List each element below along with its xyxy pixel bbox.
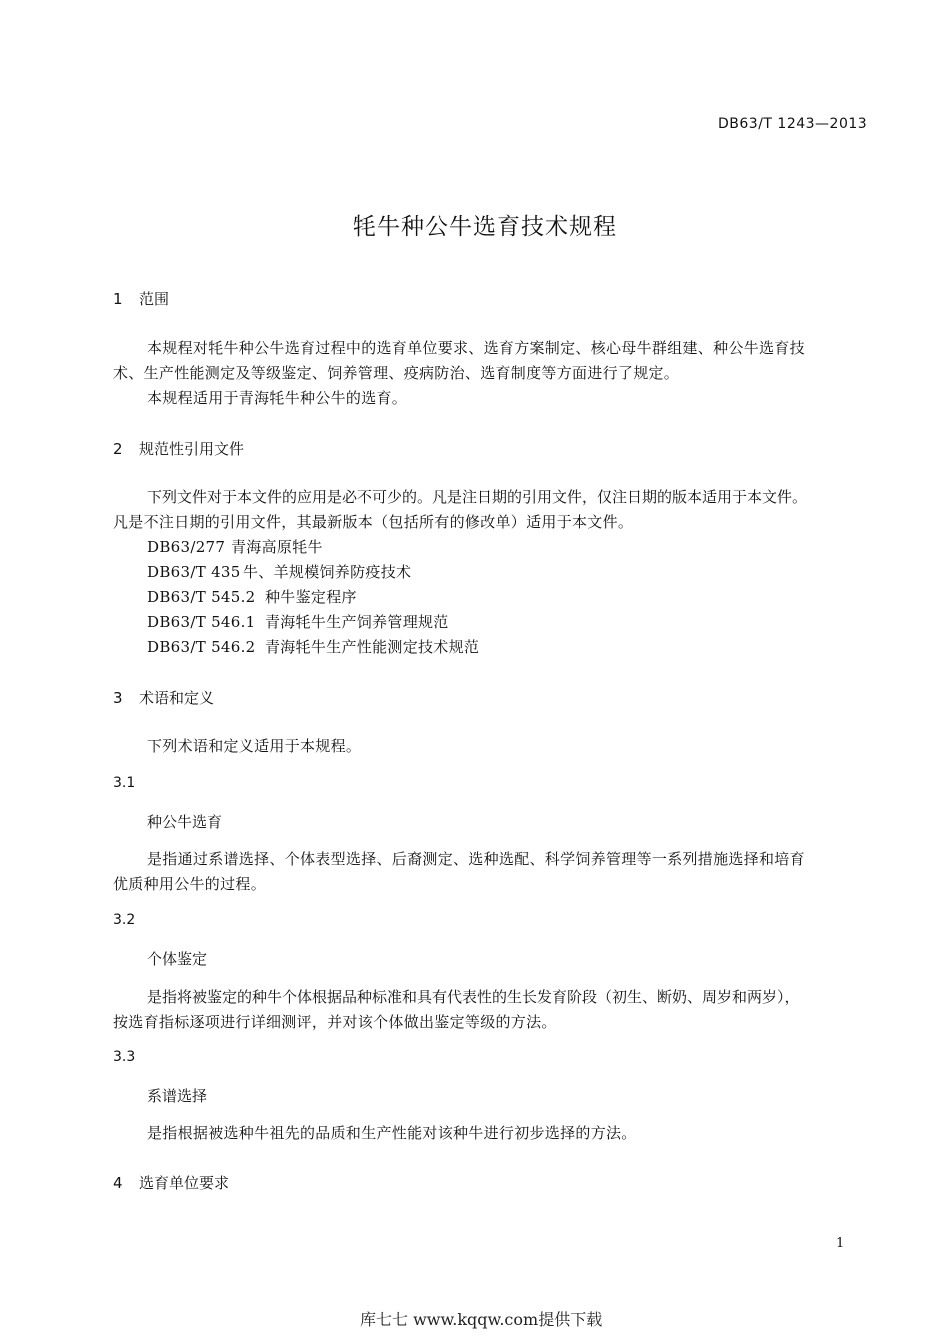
section-1-paragraph-line: 术、生产性能测定及等级鉴定、饲养管理、疫病防治、选育制度等方面进行了规定。: [113, 364, 680, 382]
download-footer: 库七七 www.kqqw.com提供下载: [360, 1310, 603, 1329]
term-number: 3.1: [113, 775, 136, 791]
reference-name: 种牛鉴定程序: [265, 588, 357, 606]
reference-code: DB63/T 546.1: [147, 613, 256, 631]
reference-item: [147, 610, 449, 635]
section-2-heading: [113, 438, 244, 459]
term-title: 种公牛选育: [147, 813, 223, 831]
reference-name: 青海高原牦牛: [231, 538, 323, 556]
term-definition-line: 是指通过系谱选择、个体表型选择、后裔测定、选种选配、科学饲养管理等一系列措施选择和培育: [147, 850, 805, 868]
section-number: 3: [113, 689, 123, 707]
reference-item: [147, 585, 357, 610]
section-title: 规范性引用文件: [139, 440, 245, 458]
reference-code: DB63/T 435: [147, 563, 241, 581]
section-4-heading: [113, 1172, 229, 1193]
section-1-paragraph: 本规程适用于青海牦牛种公牛的选育。: [147, 389, 408, 407]
page-number: 1: [836, 1236, 845, 1251]
reference-item: [147, 560, 411, 585]
term-title: 系谱选择: [147, 1087, 208, 1105]
reference-name: 青海牦牛生产饲养管理规范: [265, 613, 449, 631]
section-title: 术语和定义: [139, 689, 215, 707]
term-definition-line: 是指根据被选种牛祖先的品质和生产性能对该种牛进行初步选择的方法。: [147, 1124, 637, 1142]
term-title: 个体鉴定: [147, 950, 208, 968]
term-definition-line: 是指将被鉴定的种牛个体根据品种标准和具有代表性的生长发育阶段（初生、断奶、周岁和两岁），: [147, 988, 800, 1006]
reference-name: 青海牦牛生产性能测定技术规范: [265, 638, 480, 656]
section-title: 范围: [139, 290, 170, 308]
reference-name: 牛、羊规模饲养防疫技术: [243, 563, 412, 581]
section-3-heading: [113, 687, 214, 708]
reference-code: DB63/T 545.2: [147, 588, 256, 606]
reference-item: [147, 535, 323, 560]
document-title: 牦牛种公牛选育技术规程: [353, 214, 617, 240]
section-number: 2: [113, 440, 123, 458]
term-number: 3.3: [113, 1049, 136, 1065]
section-2-paragraph-line: 下列文件对于本文件的应用是必不可少的。凡是注日期的引用文件，仅注日期的版本适用于本文件。: [147, 488, 808, 506]
section-2-paragraph-line: 凡是不注日期的引用文件，其最新版本（包括所有的修改单）适用于本文件。: [113, 513, 634, 531]
standard-code: DB63/T 1243—2013: [718, 116, 868, 132]
term-number: 3.2: [113, 912, 136, 928]
section-3-intro: 下列术语和定义适用于本规程。: [147, 737, 362, 755]
section-1-paragraph-line: 本规程对牦牛种公牛选育过程中的选育单位要求、选育方案制定、核心母牛群组建、种公牛选育技: [147, 339, 805, 357]
section-number: 4: [113, 1174, 123, 1192]
reference-code: DB63/277: [147, 538, 226, 556]
reference-item: [147, 635, 479, 660]
section-number: 1: [113, 290, 123, 308]
term-definition-line: 优质种用公牛的过程。: [113, 875, 267, 893]
section-1-heading: [113, 288, 169, 309]
section-title: 选育单位要求: [139, 1174, 230, 1192]
reference-code: DB63/T 546.2: [147, 638, 256, 656]
term-definition-line: 按选育指标逐项进行详细测评，并对该个体做出鉴定等级的方法。: [113, 1013, 557, 1031]
